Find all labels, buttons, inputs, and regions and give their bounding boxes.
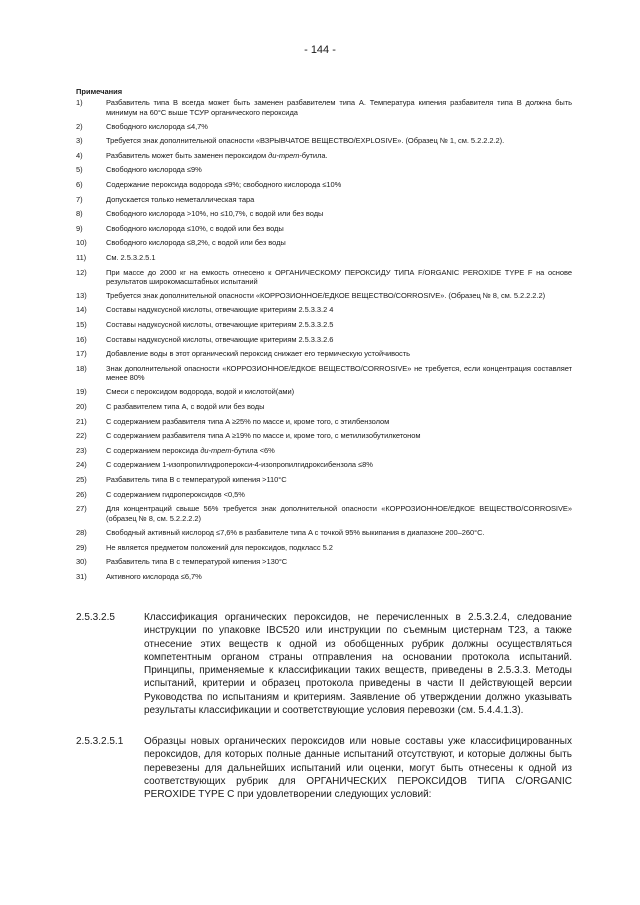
note-number: 20) [76,402,87,412]
note-item [76,268,572,287]
note-text: Разбавитель типа B всегда может быть заменен разбавителем типа A. Температура кипения разбавителя типа B должна быть минимум на 60°C выше ТСУР органического пероксида [106,98,572,117]
section-text: Образцы новых органических пероксидов или новые составы уже классифицированных пероксидов, для которых полные данные испытаний отсутствуют, и которые должны быть перевезены для дальнейших испытаний или оценки, могут быть отнесены к одной из соответствующих рубрик для ОРГАНИЧЕСКИХ ПЕРОКСИДОВ ТИПА C/ORGANIC PEROXIDE TYPE C при удовлетворении следующих условий: [144,736,572,801]
note-item [76,320,572,330]
note-number: 30) [76,557,87,567]
note-number: 24) [76,460,87,470]
note-text-part: С содержанием пероксида [106,445,201,455]
note-text-part: -бутила. [299,150,328,160]
note-text: Свободного кислорода >10%, но ≤10,7%, с водой или без воды [106,209,324,219]
note-number: 22) [76,431,87,441]
note-item [76,431,572,441]
section-2-5-3-2-5 [76,611,572,717]
note-text: Свободного кислорода ≤9% [106,165,202,175]
note-number: 13) [76,291,87,301]
note-text: Свободный активный кислород ≤7,6% в разбавителе типа A с точкой 95% выкипания в диапазоне 200–260°C. [106,527,485,537]
note-item [76,335,572,345]
note-text: С разбавителем типа A, с водой или без воды [106,402,265,412]
note-item [76,572,572,582]
note-item [76,136,572,146]
note-number: 5) [76,165,83,175]
note-text: Знак дополнительной опасности «КОРРОЗИОННОЕ/ЕДКОЕ ВЕЩЕСТВО/CORROSIVE» не требуется, если концентрация составляет менее 80% [106,363,572,383]
note-number: 19) [76,387,87,397]
note-text: Добавление воды в этот органический пероксид снижает его термическую устойчивость [106,349,411,359]
notes-heading: Примечания [76,87,123,96]
note-text: Требуется знак дополнительной опасности «ВЗРЫВЧАТОЕ ВЕЩЕСТВО/EXPLOSIVE». (Образец № 1, см. 5.2.2.2.2). [106,136,505,146]
note-text [106,446,572,456]
note-text: Активного кислорода ≤6,7% [106,571,202,581]
note-item [76,528,572,538]
note-number: 9) [76,223,83,233]
note-number: 7) [76,194,83,204]
note-number: 26) [76,489,87,499]
section-number: 2.5.3.2.5 [76,612,115,623]
note-item [76,209,572,219]
note-item [76,387,572,397]
note-item [76,180,572,190]
note-item [76,253,572,263]
note-text: При массе до 2000 кг на емкость отнесено к ОРГАНИЧЕСКОМУ ПЕРОКСИДУ ТИПА F/ORGANIC PEROXIDE TYPE F на основе результатов широкомасштабных испытаний [106,267,572,287]
note-number: 21) [76,416,87,426]
note-text: Свободного кислорода ≤4,7% [106,121,208,131]
note-number: 27) [76,504,87,514]
note-text: С содержанием гидропероксидов <0,5% [106,489,245,499]
note-text: Допускается только неметаллическая тара [106,194,255,204]
note-text: Составы надуксусной кислоты, отвечающие критериям 2.5.3.3.2.5 [106,320,334,329]
note-number: 17) [76,349,87,359]
note-item [76,122,572,132]
note-text: Свободного кислорода ≤10%, с водой или без воды [106,223,284,233]
note-text: Не является предметом положений для пероксидов, подкласс 5.2 [106,542,333,552]
note-number: 23) [76,445,87,455]
note-number: 31) [76,571,87,581]
note-text: Разбавитель типа B с температурой кипения >130°C [106,557,288,567]
note-item [76,151,572,161]
note-number: 2) [76,121,83,131]
note-item [76,557,572,567]
note-text: Составы надуксусной кислоты, отвечающие критериям 2.5.3.3.2 4 [106,305,334,315]
note-text: Свободного кислорода ≤8,2%, с водой или без воды [106,238,286,248]
note-item [76,475,572,485]
note-number: 1) [76,98,83,107]
note-item [76,238,572,248]
note-text-italic: ди-трет [200,445,232,455]
note-item [76,460,572,470]
note-number: 12) [76,267,87,277]
note-text: С содержанием 1-изопропилгидроперокси-4-изопропилгидроксибензола ≤8% [106,460,373,470]
note-item [76,224,572,234]
note-text: Составы надуксусной кислоты, отвечающие критериям 2.5.3.3.2.6 [106,334,334,344]
note-number: 10) [76,238,87,248]
section-2-5-3-2-5-1 [76,735,572,801]
note-text-part: -бутила <6% [231,445,275,455]
note-item [76,349,572,359]
note-number: 18) [76,363,87,373]
notes-list [76,98,572,586]
note-item [76,417,572,427]
note-text-part: Разбавитель может быть заменен пероксидом [106,150,269,160]
note-text: С содержанием разбавителя типа A ≥19% по массе и, кроме того, с метилизобутилкетоном [106,431,421,441]
note-number: 11) [76,253,87,263]
note-text: Содержание пероксида водорода ≤9%; свободного кислорода ≤10% [106,180,342,190]
section-text: Классификация органических пероксидов, не перечисленных в 2.5.3.2.4, следование инструкции по упаковке IBC520 или инструкции по съемным цистернам T23, а также отнесение этих веществ к одной из обобщенных рубрик должны осуществляться компетентным органом страны отправления на основании протокола испытаний. Принципы, применяемые к классификации таких веществ, приведены в 2.5.3.3. Методы испытаний, критерии и образец протокола приведены в части II действующей версии Руководства по испытаниям и критериям. Заявление об утверждении должно указывать результаты классификации и соответствующие условия перевозки (см. 5.4.4.1.3). [144,612,572,717]
note-item [76,490,572,500]
note-text: Для концентраций свыше 56% требуется знак дополнительной опасности «КОРРОЗИОННОЕ/ЕДКОЕ ВЕЩЕСТВО/CORROSIVE» (образец № 8, см. 5.2.2.2.2) [106,504,572,523]
note-item [76,446,572,456]
note-item [76,504,572,523]
page-number: - 144 - [304,44,336,56]
note-text: См. 2.5.3.2.5.1 [106,253,156,263]
note-item [76,364,572,383]
note-number: 14) [76,305,87,315]
note-text [106,151,572,161]
note-number: 28) [76,527,87,537]
note-number: 3) [76,136,83,146]
section-number: 2.5.3.2.5.1 [76,736,124,747]
note-number: 8) [76,209,83,219]
note-number: 29) [76,542,87,552]
note-item [76,195,572,205]
note-number: 4) [76,150,83,160]
note-number: 6) [76,180,83,190]
note-number: 25) [76,475,87,485]
note-text: Смеси с пероксидом водорода, водой и кислотой(ами) [106,387,295,397]
note-number: 16) [76,334,87,344]
note-text: С содержанием разбавителя типа A ≥25% по массе и, кроме того, с этилбензолом [106,416,390,426]
note-item [76,402,572,412]
note-item [76,165,572,175]
note-number: 15) [76,320,87,329]
note-text-italic: ди-трет [268,150,300,160]
note-text: Требуется знак дополнительной опасности «КОРРОЗИОННОЕ/ЕДКОЕ ВЕЩЕСТВО/CORROSIVE». (Образец № 8, см. 5.2.2.2.2) [106,291,546,301]
note-text: Разбавитель типа B с температурой кипения >110°C [106,475,287,485]
note-item [76,543,572,553]
note-item [76,305,572,315]
note-item [76,98,572,117]
note-item [76,291,572,301]
